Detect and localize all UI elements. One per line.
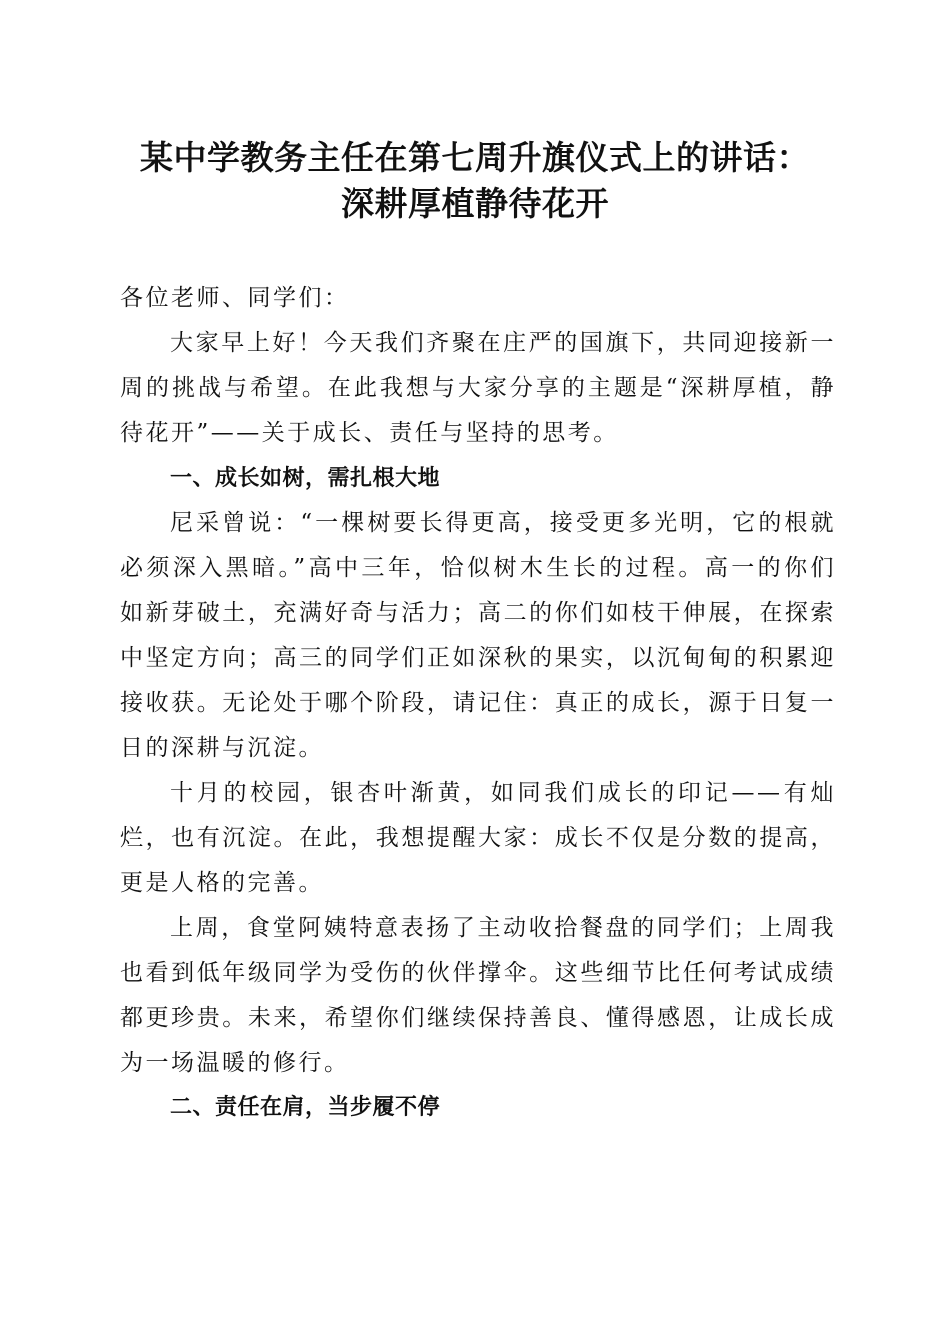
document-title-line-1: 某中学教务主任在第七周升旗仪式上的讲话： — [140, 138, 810, 177]
section-heading-2: 二、责任在肩，当步履不停 — [170, 1095, 441, 1120]
salutation: 各位老师、同学们： — [120, 285, 350, 311]
paragraph-intro: 大家早上好！今天我们齐聚在庄严的国旗下，共同迎接新一周的挑战与希望。在此我想与大家分享的主题是“深耕厚植，静待花开”——关于成长、责任与坚持的思考。 — [120, 330, 836, 446]
document-title-line-2: 深耕厚植静待花开 — [341, 184, 609, 223]
section-heading-1: 一、成长如树，需扎根大地 — [170, 466, 441, 491]
paragraph-last-week: 上周，食堂阿姨特意表扬了主动收拾餐盘的同学们；上周我也看到低年级同学为受伤的伙伴撑伞。这些细节比任何考试成绩都更珍贵。未来，希望你们继续保持善良、懂得感恩，让成长成为一场温暖的修行。 — [120, 915, 836, 1076]
paragraph-growth-tree: 尼采曾说：“一棵树要长得更高，接受更多光明，它的根就必须深入黑暗。”高中三年，恰似树木生长的过程。高一的你们如新芽破土，充满好奇与活力；高二的你们如枝干伸展，在探索中坚定方向；高三的同学们正如深秋的果实，以沉甸甸的积累迎接收获。无论处于哪个阶段，请记住：真正的成长，源于日复一日的深耕与沉淀。 — [120, 510, 836, 761]
paragraph-october-campus: 十月的校园，银杏叶渐黄，如同我们成长的印记——有灿烂，也有沉淀。在此，我想提醒大家：成长不仅是分数的提高，更是人格的完善。 — [120, 780, 836, 896]
